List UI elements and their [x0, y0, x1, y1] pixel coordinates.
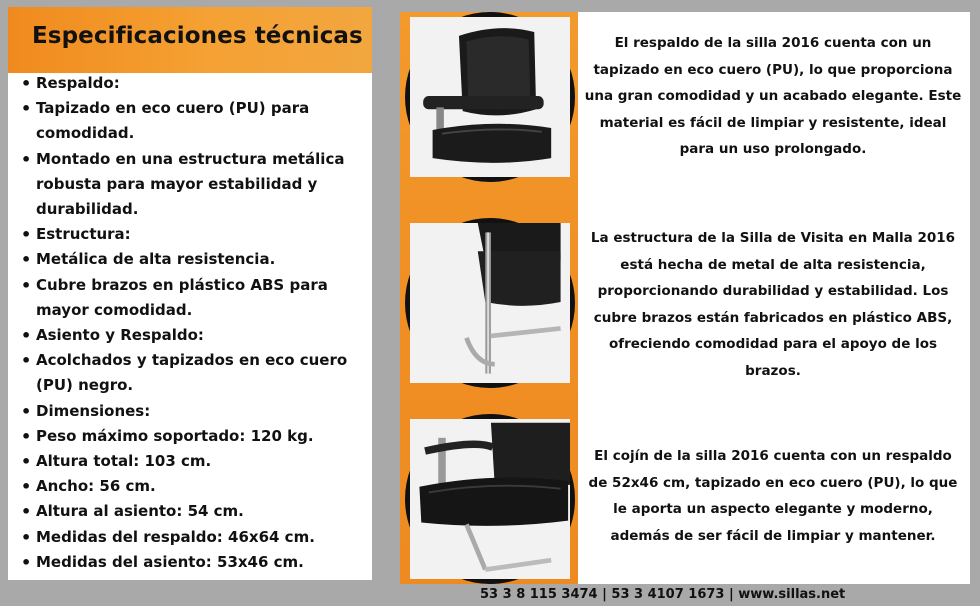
spec-item: • Ancho: 56 cm. — [8, 474, 366, 499]
chair-backrest-photo — [405, 12, 575, 182]
specifications-panel — [8, 7, 372, 580]
page-title: Especificaciones técnicas — [32, 23, 363, 49]
spec-item: • Tapizado en eco cuero (PU) para comodidad. — [8, 96, 366, 146]
spec-item: • Cubre brazos en plástico ABS para mayor comodidad. — [8, 273, 366, 323]
spec-item: • Altura al asiento: 54 cm. — [8, 499, 366, 524]
title-bar — [8, 7, 372, 73]
spec-item: • Altura total: 103 cm. — [8, 449, 366, 474]
footer-contact: 53 3 8 115 3474 | 53 3 4107 1673 | www.sillas.net — [480, 587, 846, 602]
spec-item: • Asiento y Respaldo: — [8, 323, 366, 348]
chair-seat-photo — [405, 414, 575, 584]
spec-item: • Montado en una estructura metálica robusta para mayor estabilidad y durabilidad. — [8, 147, 366, 223]
spec-item: • Dimensiones: — [8, 399, 366, 424]
spec-item: • Metálica de alta resistencia. — [8, 247, 366, 272]
feature-description-seat: El cojín de la silla 2016 cuenta con un respaldo de 52x46 cm, tapizado en eco cuero (PU), lo que le aporta un aspecto elegante y moderno, además de ser fácil de limpiar y mantener. — [588, 448, 958, 544]
spec-item: • Medidas del asiento: 53x46 cm. — [8, 550, 366, 575]
feature-description-frame: La estructura de la Silla de Visita en Malla 2016 está hecha de metal de alta resistencia, proporcionando durabilidad y estabilidad. Los cubre brazos están fabricados en plástico ABS, ofreciendo comodidad para el apoyo de los brazos. — [590, 230, 956, 379]
spec-item: • Estructura: — [8, 222, 366, 247]
spec-item: • Respaldo: — [8, 71, 366, 96]
spec-item: • Acolchados y tapizados en eco cuero (PU) negro. — [8, 348, 366, 398]
feature-description-backrest: El respaldo de la silla 2016 cuenta con un tapizado en eco cuero (PU), lo que proporciona una gran comodidad y un acabado elegante. Este material es fácil de limpiar y resistente, ideal para un uso prolongado. — [584, 35, 962, 157]
spec-item: • Peso máximo soportado: 120 kg. — [8, 424, 366, 449]
spec-item: • Medidas del respaldo: 46x64 cm. — [8, 525, 366, 550]
spec-list — [8, 71, 366, 575]
chair-frame-photo — [405, 218, 575, 388]
